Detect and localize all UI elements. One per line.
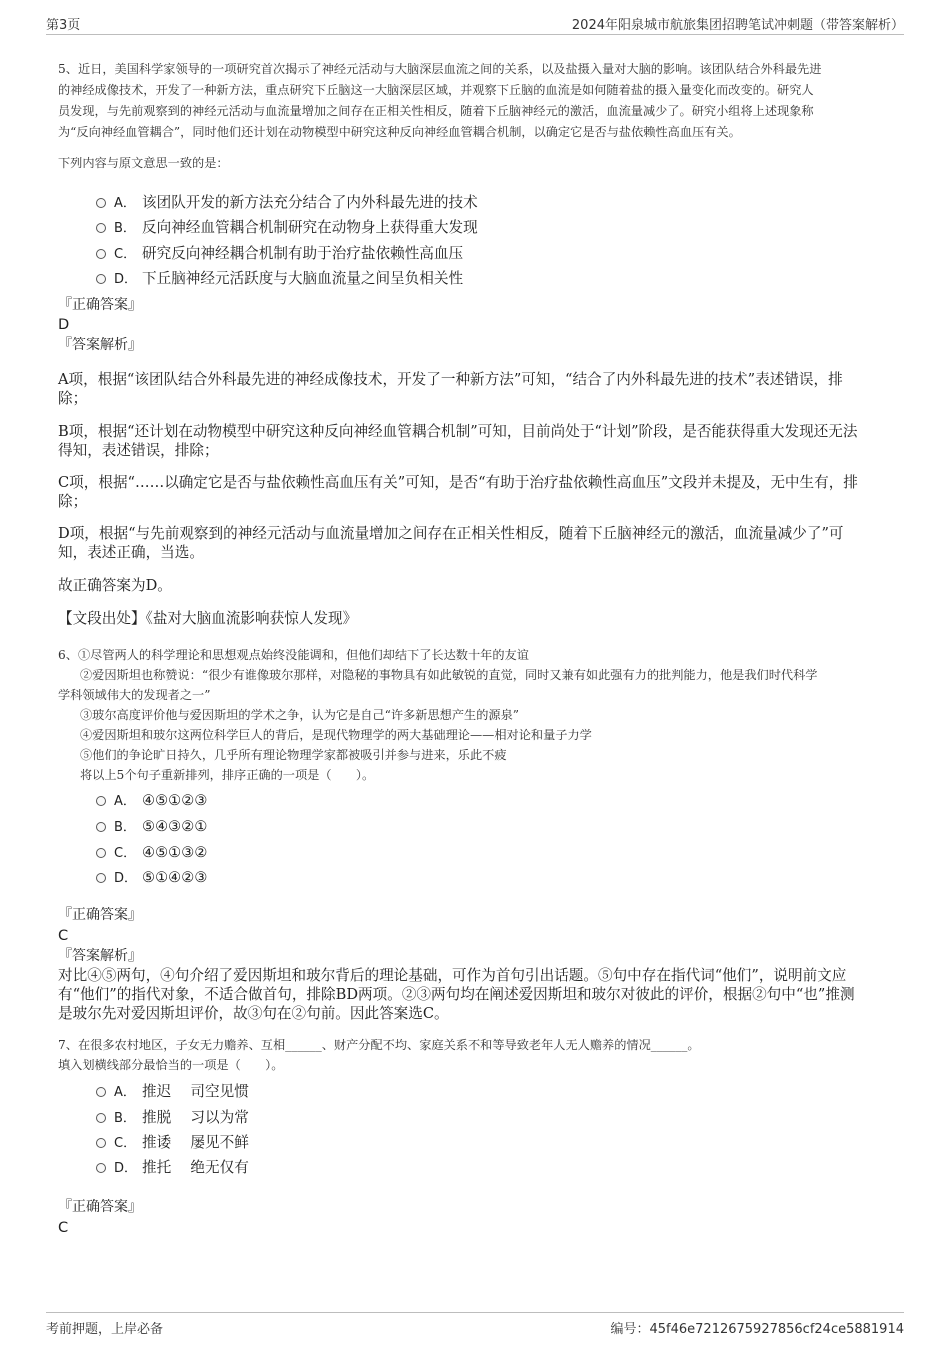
radio-icon[interactable] — [96, 1087, 106, 1097]
q6-option-c[interactable]: C． ④⑤①③② — [96, 842, 207, 861]
q7-option-d[interactable]: D． 推托 绝无仅有 — [96, 1156, 249, 1177]
q6-analysis-line: 对比④⑤两句，④句介绍了爱因斯坦和玻尔背后的理论基础，可作为首句引出话题。⑤句中存在指代词“他们”，说明前文应 — [58, 967, 847, 984]
q6-option-d[interactable]: D． ⑤①④②③ — [96, 867, 207, 886]
q5-analysis-line: 得知，表述错误，排除； — [58, 442, 219, 459]
q6-stem-line: 学科领域伟大的发现者之一” — [58, 688, 211, 702]
q6-stem-line: ④爱因斯坦和玻尔这两位科学巨人的背后，是现代物理学的两大基础理论——相对论和量子力学 — [80, 728, 592, 742]
radio-icon[interactable] — [96, 1163, 106, 1173]
q7-answer-label: 『正确答案』 — [58, 1199, 142, 1215]
radio-icon[interactable] — [96, 1138, 106, 1148]
radio-icon[interactable] — [96, 822, 106, 832]
q5-analysis-line: 除； — [58, 493, 88, 510]
q5-option-d[interactable]: D． 下丘脑神经元活跃度与大脑血流量之间呈负相关性 — [96, 267, 463, 288]
radio-icon[interactable] — [96, 873, 106, 883]
q5-analysis-label: 『答案解析』 — [58, 337, 142, 353]
q6-stem-line: ②爱因斯坦也称赞说：“很少有谁像玻尔那样，对隐秘的事物具有如此敏锐的直觉，同时又兼有如此强有力的批判能力，他是我们时代科学 — [80, 668, 818, 682]
q5-answer: D — [58, 316, 70, 333]
radio-icon[interactable] — [96, 274, 106, 284]
q5-source: 【文段出处】《盐对大脑血流影响获惊人发现》 — [58, 610, 358, 627]
page-number: 第3页 — [46, 18, 81, 33]
q5-analysis-line: C项，根据“……以确定它是否与盐依赖性高血压有关”可知，是否“有助于治疗盐依赖性高血压”文段并未提及，无中生有，排 — [58, 474, 858, 491]
page-header — [46, 10, 904, 35]
radio-icon[interactable] — [96, 848, 106, 858]
q7-answer: C — [58, 1219, 69, 1236]
q6-analysis-line: 有“他们”的指代对象，不适合做首句，排除BD两项。②③两句均在阐述爱因斯坦和玻尔对彼此的评价，根据②句中“也”推测 — [58, 986, 855, 1003]
q5-analysis-line: 知，表述正确，当选。 — [58, 544, 204, 561]
radio-icon[interactable] — [96, 198, 106, 208]
q7-option-a[interactable]: A． 推迟 司空见惯 — [96, 1080, 249, 1101]
q7-prompt: 填入划横线部分最恰当的一项是（ ）。 — [58, 1058, 284, 1072]
q5-stem-line: 的神经成像技术，开发了一种新方法，重点研究下丘脑这一大脑深层区域，并观察下丘脑的血流是如何随着盐的摄入量变化而改变的。研究人 — [58, 83, 814, 97]
q5-conclusion: 故正确答案为D。 — [58, 577, 172, 594]
q6-answer: C — [58, 927, 69, 944]
radio-icon[interactable] — [96, 1113, 106, 1123]
q7-option-b[interactable]: B． 推脱 习以为常 — [96, 1106, 249, 1127]
radio-icon[interactable] — [96, 249, 106, 259]
q5-analysis-line: B项，根据“还计划在动物模型中研究这种反向神经血管耦合机制”可知，目前尚处于“计划”阶段，是否能获得重大发现还无法 — [58, 423, 858, 440]
q6-option-a[interactable]: A． ④⑤①②③ — [96, 790, 207, 809]
q5-stem-line: 为“反向神经血管耦合”，同时他们还计划在动物模型中研究这种反向神经血管耦合机制，以确定它是否与盐依赖性高血压有关。 — [58, 125, 741, 139]
footer-slogan: 考前押题，上岸必备 — [46, 1322, 164, 1337]
q5-analysis-line: 除； — [58, 390, 88, 407]
q6-prompt: 将以上5个句子重新排列，排序正确的一项是（ ）。 — [80, 768, 375, 782]
q6-stem-line: ③玻尔高度评价他与爱因斯坦的学术之争，认为它是自己“许多新思想产生的源泉” — [80, 708, 520, 722]
q5-analysis-line: A项，根据“该团队结合外科最先进的神经成像技术，开发了一种新方法”可知，“结合了内外科最先进的技术”表述错误，排 — [58, 371, 843, 388]
q6-analysis-line: 是玻尔先对爱因斯坦评价，故③句在②句前。因此答案选C。 — [58, 1005, 449, 1022]
q5-stem-line: 员发现，与先前观察到的神经元活动与血流量增加之间存在正相关性相反，随着下丘脑神经元的激活，血流量减少了。研究小组将上述现象称 — [58, 104, 814, 118]
q5-stem-line: 5、近日，美国科学家领导的一项研究首次揭示了神经元活动与大脑深层血流之间的关系，以及盐摄入量对大脑的影响。该团队结合外科最先进 — [58, 62, 822, 76]
q6-analysis-label: 『答案解析』 — [58, 948, 142, 964]
q7-option-c[interactable]: C． 推诿 屡见不鲜 — [96, 1131, 249, 1152]
q6-stem-line: ⑤他们的争论旷日持久，几乎所有理论物理学家都被吸引并参与进来，乐此不疲 — [80, 748, 507, 762]
q5-prompt: 下列内容与原文意思一致的是： — [58, 156, 229, 170]
q6-stem-line: 6、①尽管两人的科学理论和思想观点始终没能调和，但他们却结下了长达数十年的友谊 — [58, 648, 529, 662]
q5-option-b[interactable]: B． 反向神经血管耦合机制研究在动物身上获得重大发现 — [96, 216, 478, 237]
document-title: 2024年阳泉城市航旅集团招聘笔试冲刺题（带答案解析） — [571, 18, 904, 33]
radio-icon[interactable] — [96, 796, 106, 806]
q6-option-b[interactable]: B． ⑤④③②① — [96, 816, 207, 835]
q5-option-c[interactable]: C． 研究反向神经耦合机制有助于治疗盐依赖性高血压 — [96, 242, 463, 263]
q7-stem-line: 7、在很多农村地区，子女无力赡养、互相______、财产分配不均、家庭关系不和等导致老年人无人赡养的情况______。 — [58, 1038, 700, 1052]
q5-analysis-line: D项，根据“与先前观察到的神经元活动与血流量增加之间存在正相关性相反，随着下丘脑神经元的激活，血流量减少了”可 — [58, 525, 844, 542]
document-id: 编号：45f46e7212675927856cf24ce5881914 — [610, 1322, 904, 1337]
q5-answer-label: 『正确答案』 — [58, 297, 142, 313]
q6-answer-label: 『正确答案』 — [58, 907, 142, 923]
q5-option-a[interactable]: A． 该团队开发的新方法充分结合了内外科最先进的技术 — [96, 191, 478, 212]
page-footer — [46, 1312, 904, 1337]
radio-icon[interactable] — [96, 223, 106, 233]
